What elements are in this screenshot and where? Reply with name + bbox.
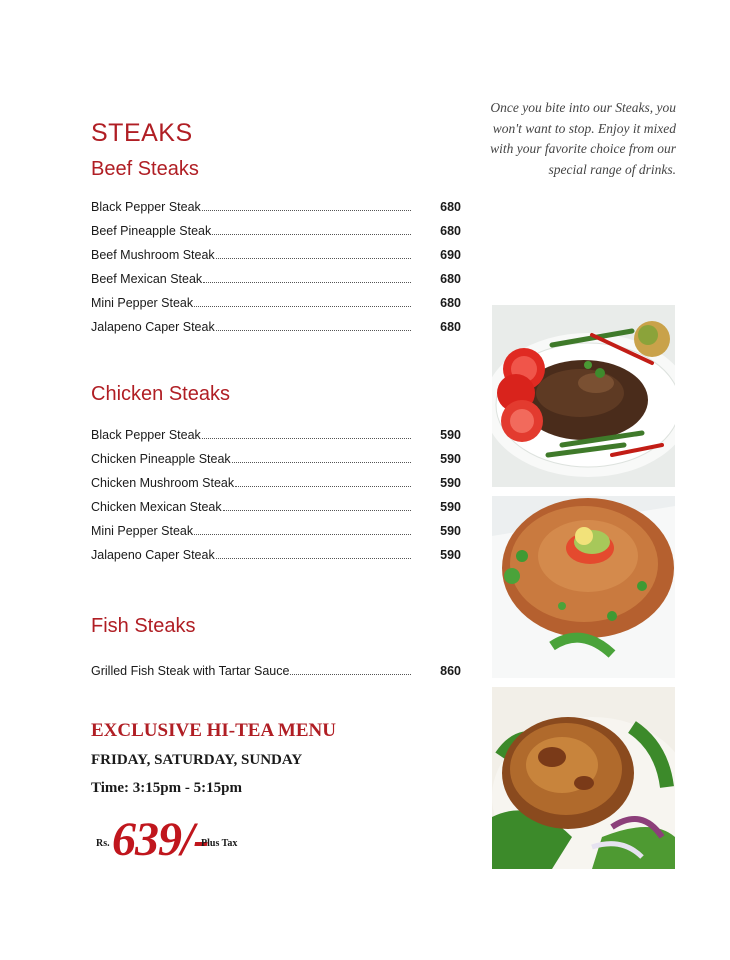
item-price: 590: [440, 524, 461, 538]
item-name: Mini Pepper Steak: [91, 296, 194, 310]
chicken-steak-photo: [492, 496, 675, 678]
menu-item: [91, 654, 461, 678]
item-name: Black Pepper Steak: [91, 200, 201, 214]
dot-leader: [216, 258, 411, 259]
dot-leader: [194, 306, 411, 307]
item-name: Beef Mexican Steak: [91, 272, 203, 286]
section-title-chicken: Chicken Steaks: [91, 383, 230, 405]
dot-leader: [202, 210, 411, 211]
menu-item: [91, 466, 461, 490]
dot-leader: [290, 674, 411, 675]
item-price: 590: [440, 452, 461, 466]
item-name: Chicken Mushroom Steak: [91, 476, 235, 490]
item-price: 680: [440, 200, 461, 214]
menu-item: [91, 418, 461, 442]
item-price: 680: [440, 320, 461, 334]
menu-title: STEAKS: [91, 119, 193, 147]
item-name: Mini Pepper Steak: [91, 524, 194, 538]
menu-item: [91, 190, 461, 214]
menu-item: [91, 310, 461, 334]
menu-item: [91, 490, 461, 514]
dot-leader: [212, 234, 411, 235]
tax-note: Plus Tax: [201, 838, 238, 849]
hitea-title: EXCLUSIVE HI-TEA MENU: [91, 720, 336, 741]
item-price: 680: [440, 296, 461, 310]
hitea-time: Time: 3:15pm - 5:15pm: [91, 780, 242, 796]
section-title-beef: Beef Steaks: [91, 158, 199, 180]
menu-item: [91, 262, 461, 286]
hitea-days: FRIDAY, SATURDAY, SUNDAY: [91, 752, 303, 768]
menu-item: [91, 538, 461, 562]
item-price: 680: [440, 272, 461, 286]
item-name: Grilled Fish Steak with Tartar Sauce: [91, 664, 290, 678]
item-name: Jalapeno Caper Steak: [91, 320, 215, 334]
menu-item: [91, 214, 461, 238]
hitea-price: 639/-: [112, 813, 209, 866]
item-price: 690: [440, 248, 461, 262]
item-name: Chicken Mexican Steak: [91, 500, 222, 514]
item-price: 590: [440, 500, 461, 514]
item-name: Chicken Pineapple Steak: [91, 452, 231, 466]
menu-item: [91, 514, 461, 538]
dot-leader: [232, 462, 411, 463]
chicken-steak-list: [91, 418, 461, 562]
item-price: 860: [440, 664, 461, 678]
item-name: Beef Mushroom Steak: [91, 248, 215, 262]
fish-steak-photo: [492, 687, 675, 869]
beef-steak-photo: [492, 305, 675, 487]
dot-leader: [194, 534, 411, 535]
dot-leader: [216, 330, 411, 331]
dot-leader: [203, 282, 411, 283]
item-price: 590: [440, 548, 461, 562]
item-price: 590: [440, 476, 461, 490]
hitea-price-block: [96, 812, 296, 872]
dot-leader: [235, 486, 411, 487]
item-price: 680: [440, 224, 461, 238]
dot-leader: [216, 558, 411, 559]
item-name: Jalapeno Caper Steak: [91, 548, 215, 562]
section-title-fish: Fish Steaks: [91, 615, 196, 637]
dot-leader: [202, 438, 411, 439]
beef-steak-list: [91, 190, 461, 334]
tagline: Once you bite into our Steaks, you won't want to stop. Enjoy it mixed with your favorite choice from our special range of drinks.: [490, 100, 676, 177]
menu-item: [91, 442, 461, 466]
fish-steak-list: [91, 654, 461, 678]
item-name: Beef Pineapple Steak: [91, 224, 212, 238]
currency-label: Rs.: [96, 838, 110, 849]
dot-leader: [223, 510, 411, 511]
item-price: 590: [440, 428, 461, 442]
menu-item: [91, 238, 461, 262]
item-name: Black Pepper Steak: [91, 428, 201, 442]
menu-item: [91, 286, 461, 310]
